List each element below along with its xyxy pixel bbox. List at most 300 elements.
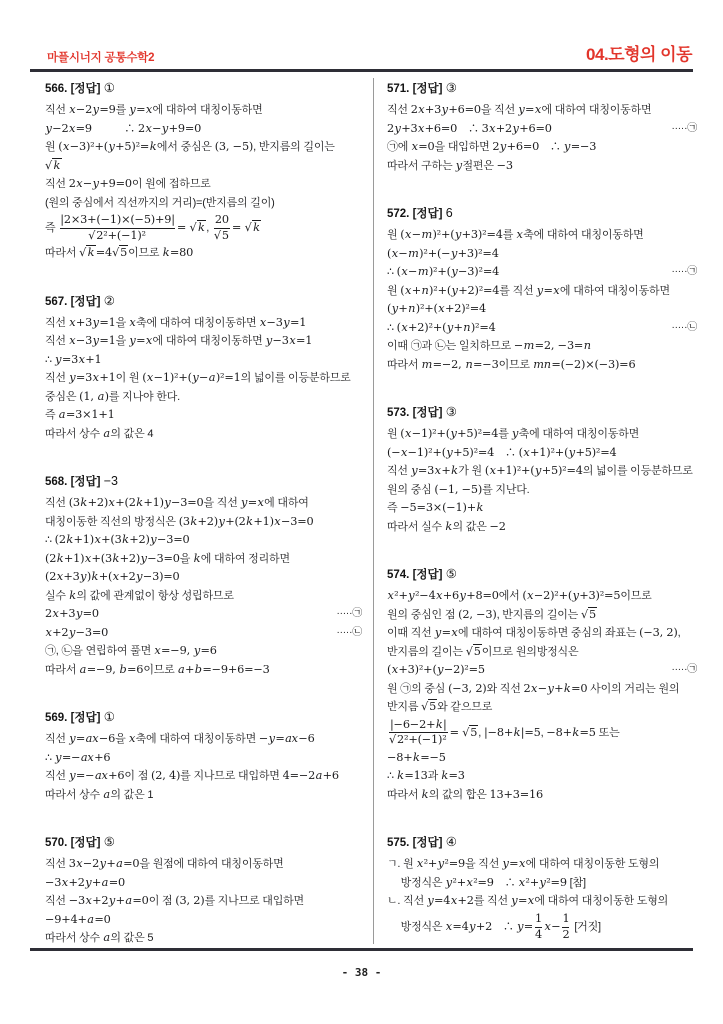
text-run: 따라서 — [45, 663, 80, 676]
solution-line — [45, 513, 362, 532]
math-expression: y — [455, 158, 462, 172]
solution-line — [45, 531, 362, 550]
text-run: 방정식은 — [387, 921, 446, 934]
math-expression: a=−9, b=6 — [79, 662, 144, 676]
math-expression: √ k =4√5 — [79, 246, 128, 260]
text-run: (원의 중심에서 직선까지의 거리)=(반지름의 길이) — [45, 196, 275, 209]
math-expression: y=ax−6 — [69, 732, 116, 746]
solution-line — [45, 911, 362, 930]
text-run: [거짓] — [571, 921, 601, 934]
chapter-title: 04.도형의 이동 — [586, 45, 692, 64]
radical: √5 — [462, 725, 478, 739]
math-expression: x — [516, 228, 523, 241]
answer-label: [정답] — [412, 407, 443, 419]
text-run: 를 — [498, 428, 512, 440]
solution-line — [387, 300, 697, 319]
text-run: 직선 — [387, 465, 411, 477]
math-expression: (x−m)²+(y−3)²=4 — [396, 265, 500, 278]
column-divider — [373, 78, 374, 944]
text-run: 이므로 원의방정식은 — [481, 645, 579, 658]
text-run: 를 직선 — [499, 284, 537, 297]
radical: √ k — [79, 246, 95, 260]
solution-line — [45, 605, 362, 624]
fraction: $\frac{1}{4}$ — [535, 911, 543, 941]
text-run: 이 원 — [115, 372, 143, 385]
solution-line — [387, 661, 697, 680]
problem-574 — [387, 566, 697, 804]
problem-number: 573. — [387, 407, 410, 419]
text-run: 원의 중심 — [387, 483, 435, 496]
math-expression: x=4y+2 — [445, 920, 493, 934]
text-run: 실수 — [45, 589, 69, 602]
text-run: 에 대하여 정리하면 — [200, 552, 290, 565]
solution-line — [387, 518, 697, 537]
text-run: 에 대하여 대칭이동하면 — [559, 284, 670, 297]
reference-mark: ·····㉠ — [671, 122, 697, 134]
math-expression: y=3x+1 — [55, 352, 102, 366]
fraction: $\frac{20}{√5}$ — [213, 213, 229, 242]
text-run: 이 점 — [124, 770, 151, 783]
problem-heading — [45, 473, 362, 489]
math-expression: (y+n)²+(x+2)²=4 — [387, 302, 486, 315]
solution-line — [387, 587, 697, 606]
math-expression: y=x — [536, 283, 560, 297]
solution-line — [387, 606, 697, 625]
math-expression: (x−m)²+(y+3)²=4 — [400, 228, 503, 241]
text-run: ∴ — [45, 534, 55, 547]
math-expression: (x−3)²+(y+5)²=k — [58, 140, 157, 153]
math-expression: y−2x=9 — [45, 121, 92, 135]
text-run: 직선 — [45, 316, 69, 329]
solution-line — [387, 157, 697, 176]
math-expression: 2y+3x+6=0 — [387, 121, 458, 135]
solution-line — [387, 911, 697, 943]
text-run: ∴ — [45, 751, 55, 764]
answer-value: ② — [103, 293, 115, 308]
answer-value: ① — [103, 710, 115, 725]
text-run: 축에 대하여 대칭이동하면 — [135, 733, 259, 746]
text-run: 이때 ㉠과 ㉡는 일치하므로 — [387, 340, 514, 352]
math-expression: (−3, 2) — [639, 626, 678, 639]
problem-heading — [387, 566, 697, 582]
text-run: , — [677, 627, 681, 639]
math-expression: x−3y=1 — [259, 315, 307, 329]
text-run: 원 — [387, 428, 401, 440]
right-column — [387, 78, 697, 944]
text-run: 가 원 — [458, 465, 485, 477]
math-expression: −8+k=−5 — [387, 750, 446, 764]
text-run: 의 값은 — [452, 520, 490, 533]
text-run: 반지름 — [387, 701, 422, 713]
solution-line — [45, 369, 362, 388]
text-run: 따라서 상수 — [45, 932, 103, 945]
text-run: 직선 — [45, 497, 69, 510]
solution-line — [387, 226, 697, 245]
solution-line — [45, 332, 362, 351]
problem-575 — [387, 834, 697, 943]
math-expression: −y=ax−6 — [258, 732, 315, 746]
math-expression: (3k+2)x+(2k+1)y−3=0 — [68, 496, 204, 510]
math-expression: (2k+1)x+(3k+2)y−3=0 — [54, 533, 190, 547]
text-run: 이 원에 접하므로 — [131, 178, 211, 190]
solution-line — [387, 245, 697, 264]
text-run: [참] — [566, 876, 586, 889]
text-run: 직선 — [45, 895, 69, 908]
solution-line — [387, 263, 697, 282]
math-expression: −8+k=5 — [546, 725, 596, 739]
text-run: 직선 — [45, 178, 69, 190]
problem-number: 568. — [45, 476, 68, 489]
text-run: 를 — [115, 104, 129, 116]
text-run: 따라서 — [387, 788, 422, 801]
text-run: 에 대하여 대칭이동한 도형의 — [534, 895, 669, 908]
radical: √2²+(−1)² — [389, 733, 447, 747]
problem-569 — [45, 709, 362, 804]
math-expression: k — [69, 588, 76, 602]
text-run: 와 직선 — [486, 682, 524, 695]
text-run: 또는 — [595, 726, 620, 739]
solution-line — [45, 494, 362, 513]
text-run: ㄱ. 원 — [387, 858, 417, 871]
text-run: 원 — [387, 229, 401, 241]
math-expression: x+2y−3=0 — [45, 625, 109, 639]
left-column — [45, 78, 362, 944]
answer-label: [정답] — [412, 837, 443, 850]
math-expression: 3x+2y+6=0 — [481, 121, 552, 135]
math-expression: (−1, −5) — [434, 482, 483, 496]
solution-line — [387, 680, 697, 699]
math-expression — [421, 699, 437, 713]
text-run: , — [478, 726, 484, 739]
math-expression: y=x — [502, 857, 526, 871]
solution-line — [45, 194, 362, 213]
text-run: 축에 대하여 대칭이동하면 — [518, 428, 640, 440]
reference-mark: ·····㉡ — [671, 321, 697, 333]
text-run: 대칭이동한 직선의 방정식은 — [45, 515, 179, 528]
math-expression: y=x — [434, 626, 458, 639]
math-expression: x=−9, y=6 — [154, 644, 217, 658]
math-expression: y²+x²=9 — [445, 875, 494, 889]
math-expression: (2x+3y)k+(x+2y−3)=0 — [45, 570, 180, 584]
math-expression: (−3, 2) — [448, 681, 487, 695]
math-expression: k — [193, 551, 201, 565]
math-expression: 13+3=16 — [489, 787, 543, 801]
text-run: 이므로 — [128, 247, 163, 260]
text-run: 원 — [45, 141, 59, 153]
problem-566 — [45, 80, 362, 263]
math-expression — [45, 158, 62, 172]
math-expression: (x+n)²+(y+2)²=4 — [400, 283, 500, 297]
text-run: 에서 중심은 — [156, 141, 215, 153]
text-run: 를 직선 — [473, 895, 511, 908]
solution-line — [45, 767, 362, 786]
problem-570 — [45, 834, 362, 948]
math-expression: y=x — [129, 103, 153, 116]
math-expression: $\frac{20}{√5}$ = √ k — [213, 213, 260, 242]
math-expression: x²+y²−4x+6y+8=0 — [387, 589, 499, 602]
math-expression: x−2y=9 — [69, 103, 116, 116]
solution-line — [387, 874, 697, 893]
math-expression: x²+y²=9 — [416, 857, 465, 871]
math-expression: (3k+2)y+(2k+1)x−3=0 — [178, 514, 314, 528]
text-run: 직선 — [45, 770, 69, 783]
text-run: 사이의 거리는 원의 — [587, 682, 680, 695]
solution-line — [387, 101, 697, 120]
math-expression: $\frac{|-6-2+k|}{\text{√2²+(−1)²}}$ = √5 — [389, 717, 478, 747]
solution-line — [45, 874, 362, 893]
problem-heading — [387, 404, 697, 420]
answer-value: 6 — [445, 206, 453, 220]
text-run: ∴ — [492, 921, 517, 934]
math-expression: 2x+3y+6=0 — [410, 103, 481, 116]
text-run: 원 ㉠의 중심 — [387, 682, 449, 695]
text-run: 이므로 — [620, 590, 652, 602]
math-expression: k — [445, 519, 452, 533]
math-expression: (2, 4) — [151, 769, 181, 783]
answer-value: −3 — [103, 474, 118, 489]
solution-line — [45, 388, 362, 407]
math-expression: a — [103, 426, 110, 440]
math-expression: a+b=−9+6=−3 — [177, 662, 270, 676]
solution-line — [387, 120, 697, 139]
solution-line — [387, 444, 697, 463]
math-expression: y= $\frac{1}{4}$ x− $\frac{1}{2}$ — [517, 911, 570, 941]
solution-line — [387, 624, 697, 643]
math-expression: −9+4+a=0 — [45, 912, 111, 926]
solution-line — [387, 425, 697, 444]
text-run: 을 원점에 대하여 대칭이동하면 — [139, 858, 284, 871]
math-expression: k — [421, 787, 429, 801]
math-expression: −m=2, −3=n — [513, 339, 591, 352]
math-expression: y−3x=1 — [265, 334, 313, 348]
math-expression: a=3×1+1 — [58, 408, 115, 422]
text-run: 의 값의 합은 — [428, 788, 490, 801]
reference-mark: ·····㉠ — [336, 608, 362, 620]
problem-heading — [387, 834, 697, 850]
page-header — [47, 40, 692, 65]
text-run: 중심은 — [45, 390, 80, 403]
text-run: ∴ — [494, 446, 519, 459]
math-expression: (x+1)²+(y+5)²=4 — [484, 464, 583, 477]
text-run: 직선 — [45, 104, 69, 116]
text-run: 을 직선 — [203, 497, 241, 510]
math-expression: y=3x+1 — [69, 371, 116, 385]
text-run: 에 대하여 — [264, 497, 309, 510]
text-run: 를 지나므로 대입하면 — [204, 895, 304, 908]
text-run: 를 지나므로 대입하면 — [180, 770, 283, 783]
solution-line — [45, 929, 362, 948]
solution-line — [387, 319, 697, 338]
text-run: 따라서 상수 — [45, 788, 103, 801]
solution-line — [45, 661, 362, 680]
answer-label: [정답] — [70, 476, 101, 489]
math-expression: y — [511, 427, 519, 440]
text-run: 의 값은 4 — [110, 427, 154, 440]
math-expression: (x+2)²+(y+n)²=4 — [396, 320, 496, 334]
solution-line — [45, 855, 362, 874]
text-run: ∴ — [493, 876, 519, 889]
text-run: 이때 직선 — [387, 627, 435, 639]
text-run: 직선 — [45, 733, 69, 746]
text-run: ∴ — [457, 122, 482, 135]
text-run: 직선 — [45, 858, 69, 871]
text-run: 즉 — [387, 502, 401, 514]
problem-heading — [387, 80, 697, 96]
answer-value: ③ — [445, 405, 457, 419]
math-expression: |−8+k|=5 — [483, 725, 541, 739]
footer-rule — [30, 948, 693, 951]
text-run: , 반지름의 길이는 — [496, 608, 581, 621]
answer-label: [정답] — [412, 208, 443, 220]
math-expression: y=−ax+6 — [55, 750, 111, 764]
solution-line — [45, 624, 362, 643]
text-run: 축에 대하여 대칭이동하면 — [136, 316, 260, 329]
text-run: 에 대하여 대칭이동하면 중심의 좌표는 — [458, 627, 640, 639]
problem-heading — [45, 80, 362, 96]
radical: √5 — [580, 607, 596, 621]
text-run: 즉 — [45, 409, 59, 422]
text-run: 에 대하여 대칭이동하면 — [152, 104, 263, 116]
math-expression: 4=−2a+6 — [282, 769, 339, 783]
problem-571 — [387, 80, 697, 175]
math-expression — [466, 644, 482, 658]
math-expression: y=−3 — [564, 140, 597, 153]
text-run: , — [206, 222, 212, 235]
problem-heading — [45, 709, 362, 725]
text-run: 을 — [115, 316, 129, 329]
math-expression: 2x−y+9=0 — [68, 177, 132, 190]
problem-number: 571. — [387, 83, 410, 95]
solution-line — [45, 642, 362, 661]
text-run: 이므로 — [498, 358, 533, 371]
solution-line — [387, 767, 697, 786]
answer-label: [정답] — [70, 712, 101, 725]
math-expression: $\frac{|2\times 3+(-1)\times(-5)+9|}{\text{√2²+(−1)²}}$ = √ k — [60, 213, 205, 242]
math-expression: −3x+2y+a=0 — [45, 875, 125, 889]
solution-line — [387, 356, 697, 375]
problem-573 — [387, 404, 697, 536]
problem-heading — [45, 293, 362, 309]
text-run: 즉 — [45, 222, 59, 235]
radical: √ k — [45, 158, 61, 172]
fraction: $\frac{1}{2}$ — [562, 911, 570, 941]
page-footer — [0, 966, 723, 979]
solution-line — [387, 499, 697, 518]
math-expression: y=−ax+6 — [69, 769, 125, 783]
fraction: $\frac{|2\times 3+(-1)\times(-5)+9|}{\text{√2²+(−1)²}}$ — [60, 213, 175, 242]
text-run: 와 같으므로 — [437, 701, 493, 713]
solution-line — [387, 855, 697, 874]
solution-line — [45, 749, 362, 768]
math-expression: y=x — [518, 103, 541, 116]
math-expression: 3x−2y+a=0 — [68, 857, 140, 871]
math-expression: (2, −3) — [458, 607, 497, 621]
text-run: 따라서 — [45, 247, 80, 260]
radical: √5 — [112, 246, 128, 260]
text-run: , 반지름의 길이는 — [253, 141, 335, 153]
math-expression: y=x — [511, 894, 534, 908]
text-run: 를 지난다. — [482, 483, 530, 496]
text-run: 에 대하여 대칭이동하면 — [541, 104, 652, 116]
math-expression: −3x+2y+a=0 — [68, 894, 149, 908]
text-run: 원 — [387, 284, 401, 297]
solution-line — [45, 892, 362, 911]
fraction: $\frac{|-6-2+k|}{\text{√2²+(−1)²}}$ — [389, 717, 447, 747]
solution-line — [387, 337, 697, 356]
math-expression: 2y+6=0 — [492, 140, 540, 153]
text-run: 방정식은 — [387, 876, 446, 889]
solution-columns — [45, 78, 697, 944]
answer-label: [정답] — [412, 83, 443, 95]
answer-value: ① — [103, 81, 115, 95]
solution-line — [45, 157, 362, 176]
text-run: 절편은 — [462, 159, 497, 172]
solution-line — [45, 786, 362, 805]
math-expression: −3 — [496, 158, 513, 172]
solution-line — [387, 749, 697, 768]
text-run: 의 값은 1 — [110, 788, 154, 801]
text-run: 에 대하여 대칭이동하면 — [152, 335, 266, 348]
solution-line — [45, 730, 362, 749]
math-expression: (x−1)²+(y−a)²=1 — [142, 371, 241, 385]
solution-line — [387, 892, 697, 911]
math-expression: x — [129, 315, 136, 329]
text-run: 따라서 구하는 — [387, 159, 456, 172]
text-run: 을 — [115, 733, 129, 746]
solution-line — [387, 698, 697, 717]
solution-line — [387, 717, 697, 749]
problem-568 — [45, 473, 362, 679]
math-expression: k=80 — [162, 246, 194, 260]
answer-label: [정답] — [70, 295, 101, 308]
solution-line — [387, 786, 697, 805]
text-run: 을 — [179, 552, 194, 565]
math-expression: (x−1)²+(y+5)²=4 — [400, 427, 499, 440]
solution-line — [45, 138, 362, 157]
text-run: 의 넓이를 이등분하므로 — [582, 465, 693, 477]
math-expression: 2x−y+k=0 — [523, 681, 588, 695]
solution-line — [387, 282, 697, 301]
reference-mark: ·····㉠ — [671, 266, 697, 277]
text-run: ∴ — [539, 141, 564, 153]
radical: √2²+(−1)² — [88, 228, 146, 242]
radical: √ k — [244, 221, 260, 235]
solution-line — [45, 314, 362, 333]
math-expression: (3, 2) — [175, 894, 205, 908]
text-run: 의 넓이를 이등분하므로 — [240, 372, 351, 385]
math-expression: −2 — [489, 519, 506, 533]
solution-line — [387, 643, 697, 662]
problem-567 — [45, 293, 362, 444]
text-run: 을 직선 — [480, 104, 518, 116]
math-expression: (x+1)²+(y+5)²=4 — [518, 445, 617, 459]
problem-heading — [387, 205, 697, 221]
radical: √5 — [213, 228, 229, 242]
problem-number: 566. — [45, 83, 68, 95]
solution-line — [45, 120, 362, 139]
math-expression — [581, 607, 597, 621]
radical: √ k — [189, 221, 205, 235]
text-run: 직선 — [45, 335, 69, 348]
solution-line — [45, 550, 362, 569]
math-expression: k=3 — [441, 769, 465, 783]
text-run: ∴ — [387, 770, 397, 783]
math-expression: (3, −5) — [214, 140, 254, 153]
text-run: 를 — [502, 229, 517, 241]
text-run: 의 값은 5 — [110, 932, 154, 945]
math-expression: 2x−y+9=0 — [137, 121, 202, 135]
math-expression: (2k+1)x+(3k+2)y−3=0 — [45, 551, 180, 565]
